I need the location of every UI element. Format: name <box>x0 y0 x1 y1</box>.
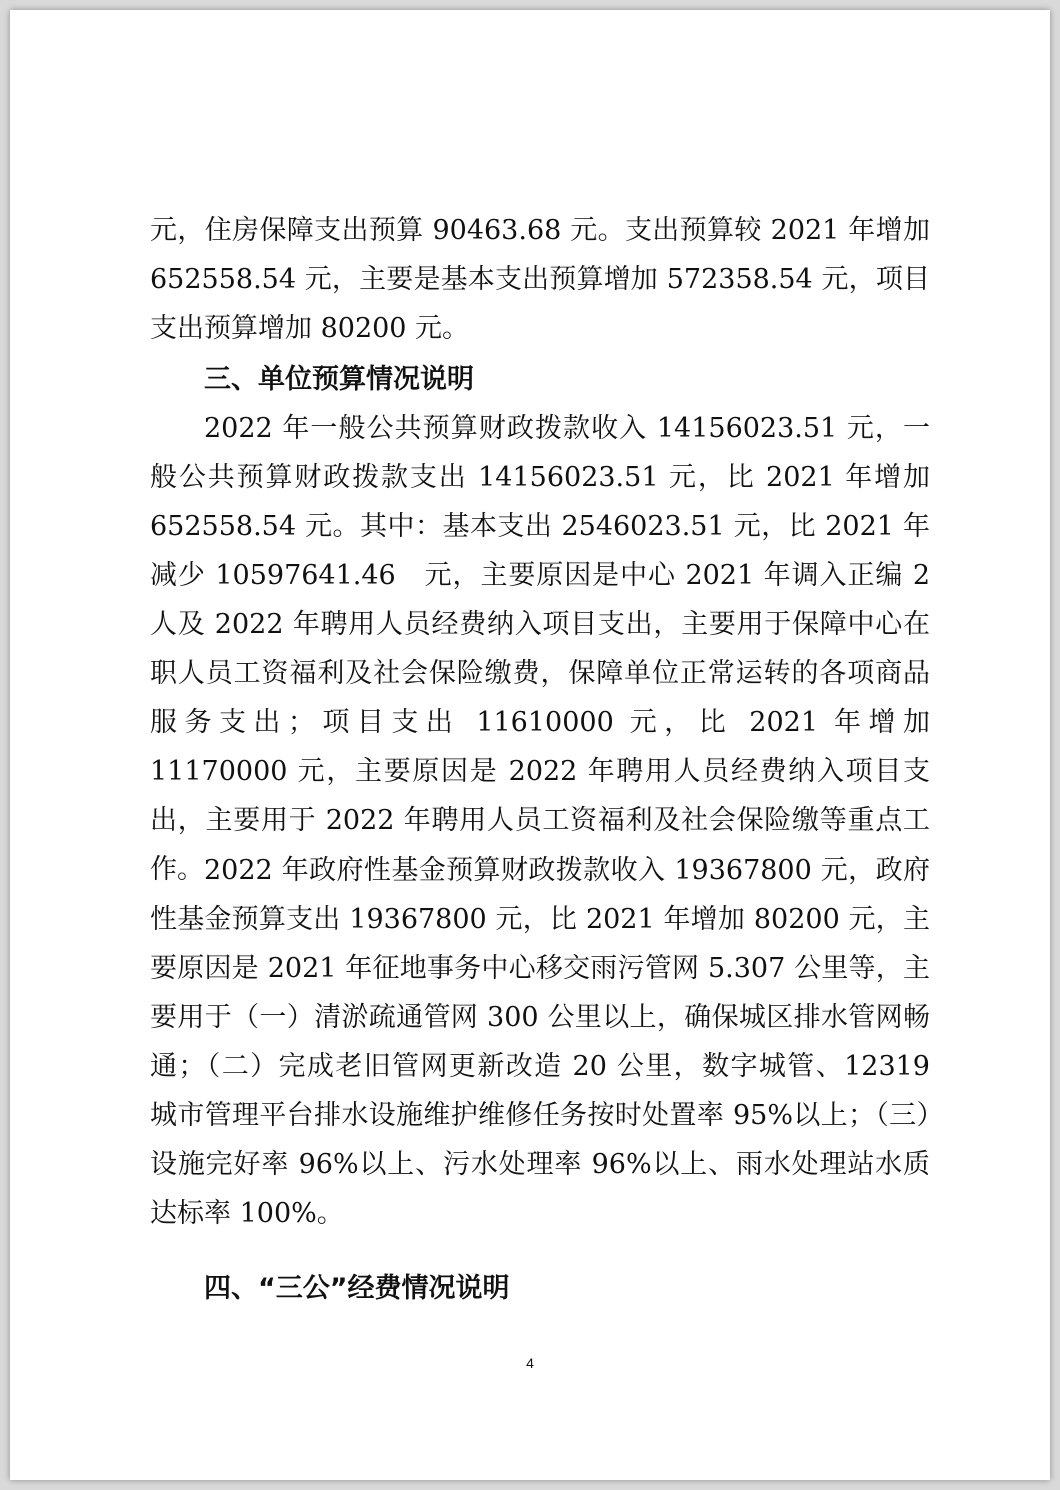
paragraph-budget-summary: 元，住房保障支出预算 90463.68 元。支出预算较 2021 年增加 652558.54 元，主要是基本支出预算增加 572358.54 元，项目支出预算增加 80200 元。 <box>150 215 930 344</box>
document-page <box>10 10 1050 1480</box>
paragraph-general-budget: 2022 年一般公共预算财政拨款收入 14156023.51 元，一般公共预算财政拨款支出 14156023.51 元，比 2021 年增加 652558.54 元。其中：基本支出 2546023.51 元，比 2021 年减少 10597641.46 元，主要原因是中心 2021 年调入正编 2 人及 2022 年聘用人员经费纳入项目支出，主要用于保障中心在职人员工资福利及社会保险缴费，保障单位正常运转的各项商品服务支出；项目支出 11610000 元，比 2021 年增加 11170000 元，主要原因是 2022 年聘用人员经费纳入项目支出，主要用于 2022 年聘用人员工资福利及社会保险缴等重点工作。 <box>150 413 930 885</box>
heading-section-4: 四、“三公”经费情况说明 <box>204 1273 510 1304</box>
page-number: 4 <box>526 1355 534 1371</box>
heading-section-3: 三、单位预算情况说明 <box>204 364 474 395</box>
paragraph-fund-budget: 2022 年政府性基金预算财政拨款收入 19367800 元，政府性基金预算支出 19367800 元，比 2021 年增加 80200 元，主要原因是 2021 年征地事务中心移交雨污管网 5.307 公里等，主要用于（一）清淤疏通管网 300 公里以上，确保城区排水管网畅通；（二）完成老旧管网更新改造 20 公里，数字城管、12319 城市管理平台排水设施维护维修任务按时处置率 95%以上；（三）设施完好率 96%以上、污水处理率 96%以上、雨水处理站水质达标率 100%。 <box>150 855 930 1229</box>
